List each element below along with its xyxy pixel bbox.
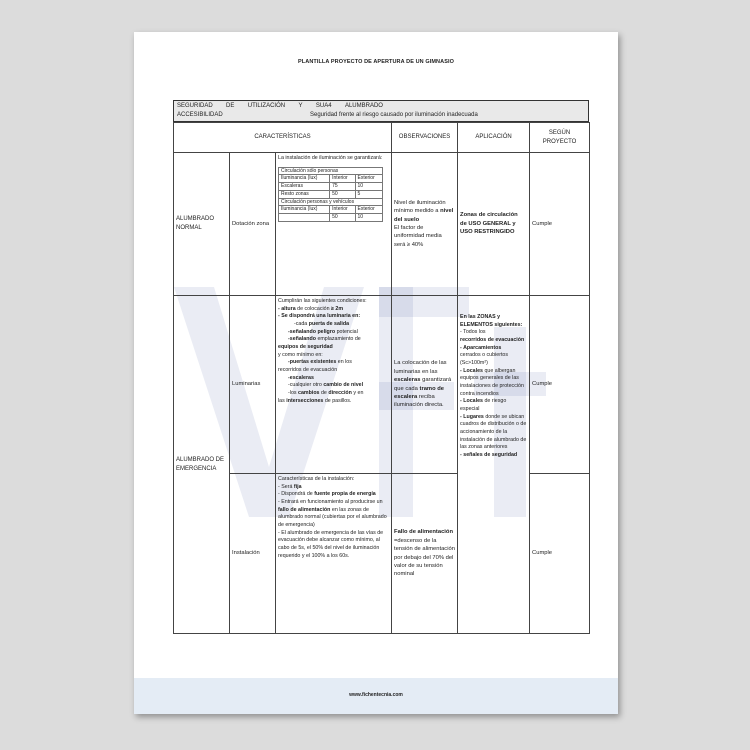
section-alumbrado-emergencia: ALUMBRADO DE EMERGENCIA — [174, 296, 230, 634]
application-cell-emergency: En las ZONAS y ELEMENTOS siguientes: - Todos los recorridos de evacuación - Aparcamientos cerrados o cubiertos (Sc>100m²) - Locales que albergan equipos generales de las instalaciones de protección contra incendios - Locales de riesgo especial - Lugares donde se ubican cuadros de distribución o de accionamiento de la instalación de alumbrado de las zonas anteriores - señales de seguridad — [458, 296, 530, 634]
col-caracteristicas: CARACTERÍSTICAS — [174, 123, 392, 153]
section-alumbrado-normal: ALUMBRADO NORMAL — [174, 153, 230, 296]
illuminance-table-persons: Circulación sólo personas Iluminancia (lux) Interior Exterior Escaleras 75 10 Resto zonas 50 5 Circulación personas y vehículos Iluminancia (lux) Interior Exterior 50 10 — [278, 167, 383, 222]
result-cumple: Cumple — [530, 296, 590, 474]
characteristics-cell: Características de la instalación: - Será fija - Dispondrá de fuente propia de energía - Entrará en funcionamiento al producirse un fallo de alimentación en las zonas de alumbrado normal (cubiertas por el alumbrado de emergencia) - El alumbrado de emergencia de las vías de evacuación debe alcanzar como mínimo, al cabo de 5s, el 50% del nivel de iluminación requerido y el 100% a los 60s. — [276, 474, 392, 634]
requirements-table — [173, 122, 590, 634]
sub-dotacion-zona: Dotación zona — [230, 153, 276, 296]
header-line-1: SEGURIDAD DE UTILIZACIÓN Y SUA4 ALUMBRADO — [177, 103, 383, 109]
footer-url: www.fichentecnia.com — [349, 692, 403, 698]
header-accessibility: ACCESIBILIDAD — [177, 112, 223, 118]
result-cumple: Cumple — [530, 153, 590, 296]
application-cell: Zonas de circulación de USO GENERAL y USO RESTRINGIDO — [458, 153, 530, 296]
document-page — [134, 32, 618, 714]
col-observaciones: OBSERVACIONES — [392, 123, 458, 153]
document-title: PLANTILLA PROYECTO DE APERTURA DE UN GIMNASIO — [298, 59, 454, 65]
observations-cell: Fallo de alimentación =descenso de la tensión de alimentación por debajo del 70% del valor de su tensión nominal — [392, 474, 458, 634]
col-aplicacion: APLICACIÓN — [458, 123, 530, 153]
table-header-row — [174, 123, 590, 153]
header-description: Seguridad frente al riesgo causado por iluminación inadecuada — [310, 112, 478, 118]
observations-cell: Nivel de iluminación mínimo medido a nivel del suelo El factor de uniformidad media será ≥ 40% — [392, 153, 458, 296]
table-row — [174, 296, 590, 474]
sub-instalacion: Instalación — [230, 474, 276, 634]
page-footer — [134, 678, 618, 714]
col-segun-proyecto: SEGÚN PROYECTO — [530, 123, 590, 153]
observations-cell: La colocación de las luminarias en las escaleras garantizará que cada tramo de escalera reciba iluminación directa. — [392, 296, 458, 474]
characteristics-cell: La instalación de iluminación se garantizará: Circulación sólo personas Iluminancia (lux) Interior Exterior Escaleras 75 10 Resto zonas 50 5 Circulación personas y vehículos Iluminancia (lux) Interior Exterior 50 10 — [276, 153, 392, 296]
characteristics-cell: Cumplirán las siguientes condiciones: - altura de colocación ≥ 2m - Se dispondrá una luminaria en: -cada puerta de salida -señalando peligro potencial -señalando emplazamiento de equipos de seguridad y como mínimo en: -puertas existentes en los recorridos de evacuación -escaleras -cualquier otro cambio de nivel -los cambios de dirección y en las intersecciones de pasillos. — [276, 296, 392, 474]
section-header — [173, 100, 589, 122]
result-cumple: Cumple — [530, 474, 590, 634]
table-row — [174, 153, 590, 296]
sub-luminarias: Luminarias — [230, 296, 276, 474]
